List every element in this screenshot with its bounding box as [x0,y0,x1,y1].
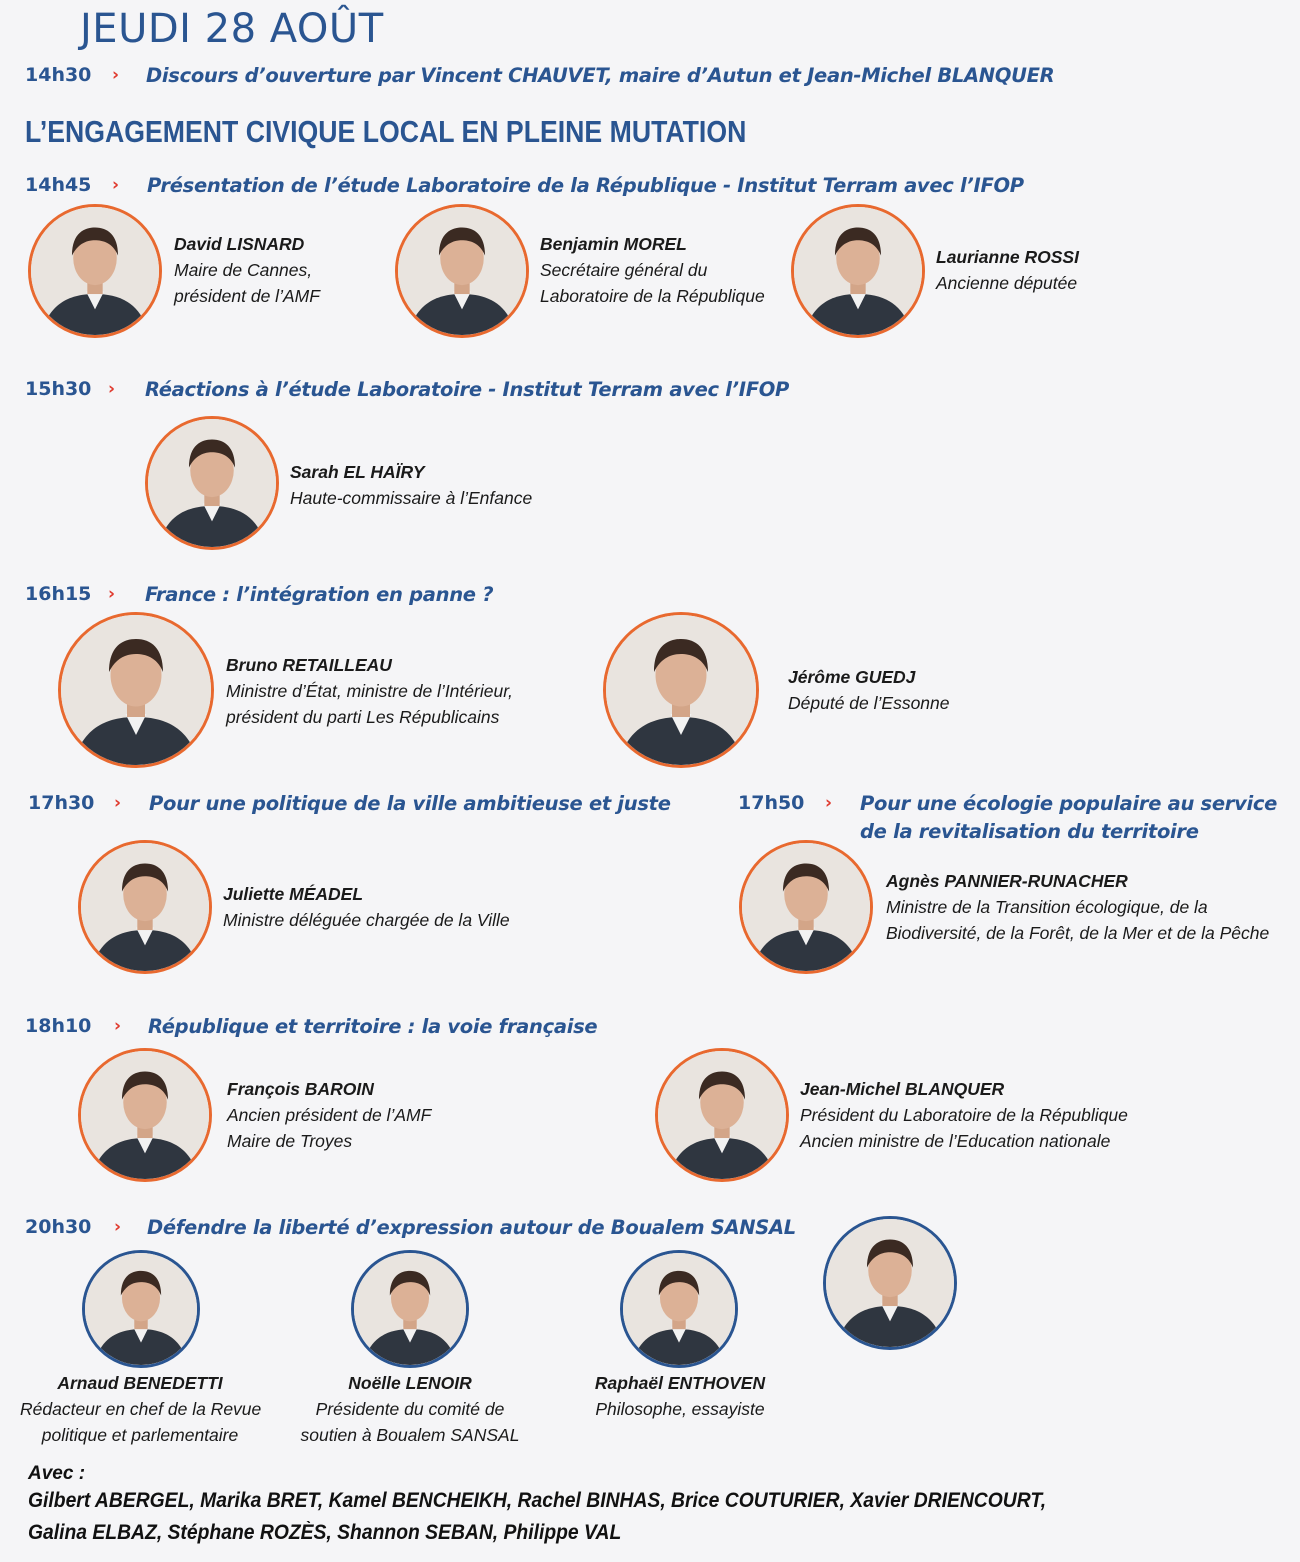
speaker-role: Présidente du comité de [315,1399,505,1419]
avec-label: Avec : [28,1463,86,1484]
day-title: JEUDI 28 AOÛT [80,6,384,52]
speaker-info [223,881,510,933]
speaker-info [886,868,1269,946]
speaker-info [20,1370,260,1448]
speaker-role: Ministre d’État, ministre de l’Intérieur, [226,681,513,701]
speaker-name: Bruno RETAILLEAU [226,655,392,675]
speaker-role: Maire de Cannes, [174,260,313,280]
session-time: 18h10 [25,1015,92,1037]
speaker-info [290,1370,530,1448]
session-title: Pour une politique de la ville ambitieuse et juste [149,792,671,815]
session-time: 14h45 [25,174,92,196]
speaker-role: politique et parlementaire [41,1425,239,1445]
speaker-photo [145,416,279,550]
session-title: de la revitalisation du territoire [860,820,1199,843]
session-title: Présentation de l’étude Laboratoire de la République - Institut Terram avec l’IFOP [147,174,1024,197]
session-time: 17h50 [738,792,805,814]
speaker-role: Député de l’Essonne [788,693,950,713]
speaker-role: Ancien ministre de l’Education nationale [800,1131,1111,1151]
speaker-info [227,1076,431,1154]
speaker-photo [82,1250,200,1368]
session-time: 16h15 [25,583,92,605]
session-time: 15h30 [25,378,92,400]
speaker-photo [395,204,529,338]
speaker-photo [655,1048,789,1182]
speaker-name: Agnès PANNIER-RUNACHER [886,871,1128,891]
speaker-role: soutien à Boualem SANSAL [300,1425,520,1445]
speaker-photo [58,612,214,768]
speaker-photo [78,1048,212,1182]
speaker-photo [620,1250,738,1368]
avec-names: Galina ELBAZ, Stéphane ROZÈS, Shannon SEBAN, Philippe VAL [28,1521,622,1544]
speaker-role: Président du Laboratoire de la République [800,1105,1128,1125]
speaker-info [560,1370,800,1422]
speaker-photo [78,840,212,974]
speaker-info [936,244,1079,296]
speaker-role: Haute-commissaire à l’Enfance [290,488,533,508]
boualem-sansal-photo [823,1216,957,1350]
speaker-name: Jean-Michel BLANQUER [800,1079,1005,1099]
session-title: Défendre la liberté d’expression autour de Boualem SANSAL [147,1216,796,1239]
session-time: 20h30 [25,1216,92,1238]
session-title: Pour une écologie populaire au service [860,792,1278,815]
speaker-role: Ministre de la Transition écologique, de la [886,897,1208,917]
speaker-info [540,231,765,309]
speaker-role: président de l’AMF [174,286,320,306]
speaker-name: David LISNARD [174,234,305,254]
speaker-photo [791,204,925,338]
theme-title: L’ENGAGEMENT CIVIQUE LOCAL EN PLEINE MUTATION [25,114,747,149]
speaker-role: Secrétaire général du [540,260,708,280]
speaker-name: Laurianne ROSSI [936,247,1079,267]
speaker-role: Ancienne députée [936,273,1078,293]
speaker-info [226,652,513,730]
speaker-photo [28,204,162,338]
speaker-photo [603,612,759,768]
chevron-right-icon: › [108,379,116,399]
speaker-role: Biodiversité, de la Forêt, de la Mer et de la Pêche [886,923,1270,943]
speaker-name: François BAROIN [227,1079,374,1099]
opening-title: Discours d’ouverture par Vincent CHAUVET, maire d’Autun et Jean-Michel BLANQUER [146,64,1055,87]
speaker-info [800,1076,1128,1154]
speaker-name: Jérôme GUEDJ [788,667,916,687]
speaker-info [788,664,950,716]
chevron-right-icon: › [114,1217,122,1237]
chevron-right-icon: › [114,793,122,813]
speaker-role: Rédacteur en chef de la Revue [20,1399,262,1419]
speaker-role: Philosophe, essayiste [595,1399,765,1419]
speaker-name: Raphaël ENTHOVEN [594,1373,766,1393]
chevron-right-icon: › [112,175,120,195]
speaker-photo [351,1250,469,1368]
avec-names: Gilbert ABERGEL, Marika BRET, Kamel BENCHEIKH, Rachel BINHAS, Brice COUTURIER, Xavier DRIENCOURT, [28,1489,1047,1512]
speaker-role: président du parti Les Républicains [226,707,500,727]
speaker-name: Juliette MÉADEL [223,884,364,904]
speaker-name: Noëlle LENOIR [348,1373,472,1393]
speaker-name: Arnaud BENEDETTI [57,1373,223,1393]
speaker-name: Sarah EL HAÏRY [290,462,425,482]
chevron-right-icon: › [825,793,833,813]
speaker-info [174,231,320,309]
session-title: Réactions à l’étude Laboratoire - Institut Terram avec l’IFOP [145,378,789,401]
chevron-right-icon: › [114,1016,122,1036]
speaker-role: Ministre déléguée chargée de la Ville [223,910,510,930]
speaker-role: Laboratoire de la République [540,286,765,306]
speaker-info [290,459,532,511]
speaker-name: Benjamin MOREL [540,234,687,254]
speaker-photo [739,840,873,974]
chevron-right-icon: › [108,584,116,604]
session-title: France : l’intégration en panne ? [145,583,494,606]
speaker-role: Ancien président de l’AMF [227,1105,432,1125]
session-time: 17h30 [28,792,95,814]
session-title: République et territoire : la voie française [148,1015,598,1038]
opening-time: 14h30 [25,64,92,86]
chevron-right-icon: › [112,65,120,85]
speaker-role: Maire de Troyes [227,1131,353,1151]
